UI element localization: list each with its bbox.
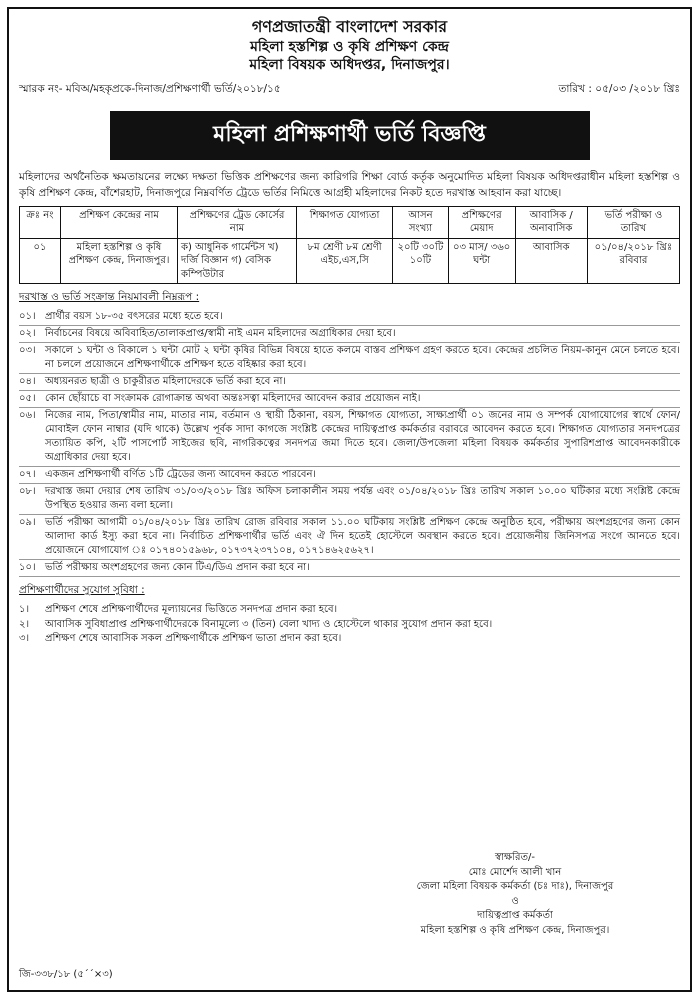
cell-center: মহিলা হস্তশিল্প ও কৃষি প্রশিক্ষণ কেন্দ্র, দিনাজপুর। xyxy=(61,238,178,284)
cell-sl: ০১ xyxy=(20,238,61,284)
header xyxy=(19,17,680,74)
col-header-trade: প্রশিক্ষণের ট্রেড কোর্সের নাম xyxy=(178,206,297,238)
rule-text: সকালে ১ ঘন্টা ও বিকালে ১ ঘন্টা মোট ২ ঘন্টা কৃষির বিভিন্ন বিষয়ে হাতে কলমে বাস্তব প্রশিক্ষণ গ্রহণ করতে হবে। কেন্দ্রের প্রচলিত নিয়ম-কানুন মেনে চলতে হবে। না চললে প্রয়োজনে প্রশিক্ষণার্থীকে প্রশিক্ষণ হতে বহিষ্কার করা হবে। xyxy=(45,345,680,371)
benefit-number: ৩। xyxy=(19,633,30,645)
rule-number: ০৪। xyxy=(19,376,36,388)
rule-text: ভর্তি পরীক্ষা আগামী ০১/০৪/২০১৮ খ্রিঃ তারিখ রোজ রবিবার সকাল ১১.০০ ঘটিকায় সংশ্লিষ্ট প্রশিক্ষণ কেন্দ্রে অনুষ্ঠিত হবে, পরীক্ষায় অংশগ্রহণের জন্য কোন আলাদা কার্ড ইস্যু করা হবে না। নির্বাচিত প্রশিক্ষণার্থীর ভর্তি এবং ঐ দিন হতেই হোস্টেলে অবস্থান করতে হবে। প্রয়োজনীয় জিনিসপত্র সংগে আনতে হবে। প্রয়োজনে যোগাযোগ ঃ ০১৭৪০১৫৯৬৮, ০১৭৩৭২৩৭১০৪, ০১৭১৪৬২৫৬২৭। xyxy=(45,517,680,557)
rule-text: ভর্তি পরীক্ষায় অংশগ্রহণের জন্য কোন টিএ/ডিএ প্রদান করা হবে না। xyxy=(45,562,310,574)
benefit-text: আবাসিক সুবিধাপ্রাপ্ত প্রশিক্ষণার্থীদেরকে বিনামূল্যে ৩ (তিন) বেলা খাদ্য ও হোস্টেলে থাকার সুযোগ প্রদান করা হবে। xyxy=(45,618,493,630)
col-header-sl: ক্রঃ নং xyxy=(20,206,61,238)
rule-number: ০৭। xyxy=(19,469,36,481)
benefits-title: প্রশিক্ষণার্থীদের সুযোগ সুবিধা : xyxy=(19,584,145,597)
rule-text: একজন প্রশিক্ষণার্থী বর্ণিত ১টি ট্রেডের জন্য আবেদন করতে পারবেন। xyxy=(45,469,317,481)
cell-seats: ২০টি ৩০টি ১০টি xyxy=(393,238,449,284)
signatory-designation: জেলা মহিলা বিষয়ক কর্মকর্তা (চঃ দাঃ), দিনাজপুর xyxy=(416,881,614,892)
list-item xyxy=(19,603,680,618)
list-item xyxy=(19,309,680,326)
rule-number: ০২। xyxy=(19,328,36,340)
header-line-3: মহিলা বিষয়ক অধিদপ্তর, দিনাজপুর। xyxy=(249,56,450,73)
rule-number: ০৬। xyxy=(19,410,36,422)
list-item xyxy=(19,484,680,515)
list-item xyxy=(19,560,680,577)
list-item xyxy=(19,391,680,408)
list-item xyxy=(19,515,680,560)
course-table xyxy=(19,206,680,285)
rule-number: ০১। xyxy=(19,311,36,323)
rule-text: কোন ছোঁয়াচে বা সংক্রামক রোগাক্রান্ত অথবা অন্তঃসত্বা মহিলাদের আবেদন করার প্রয়োজন নাই। xyxy=(45,393,421,405)
list-item xyxy=(19,326,680,343)
notice-page xyxy=(7,7,692,992)
memo-number: স্মারক নং- মবিঅ/মহকৃপ্রকে-দিনাজ/প্রশিক্ষণার্থী ভর্তি/২০১৮/১৫ xyxy=(19,83,281,96)
cell-exam: ০১/০৪/২০১৮ খ্রিঃ রবিবার xyxy=(587,238,679,284)
signatory-name: মোঃ মোর্শেদ আলী খান xyxy=(468,866,562,878)
signatory-title-2: দায়িত্বপ্রাপ্ত কর্মকর্তা xyxy=(477,910,553,921)
signatory-office-2: মহিলা হস্তশিল্প ও কৃষি প্রশিক্ষণ কেন্দ্র, দিনাজপুর। xyxy=(420,924,610,936)
rules-title: দরখাস্ত ও ভর্তি সংক্রান্ত নিয়মাবলী নিম্নরূপ : xyxy=(19,291,200,304)
benefit-number: ১। xyxy=(19,604,30,616)
cell-duration: ০৩ মাস/ ৩৬০ ঘন্টা xyxy=(448,238,515,284)
rule-number: ০৮। xyxy=(19,486,36,498)
benefit-text: প্রশিক্ষণ শেষে আবাসিক সকল প্রশিক্ষণার্থীকে প্রশিক্ষণ ভাতা প্রদান করা হবে। xyxy=(45,633,342,645)
cell-residential: আবাসিক xyxy=(515,238,587,284)
list-item xyxy=(19,374,680,391)
benefit-number: ২। xyxy=(19,618,30,630)
rule-text: প্রার্থীর বয়স ১৮-৩৫ বৎসরের মধ্যে হতে হবে। xyxy=(45,311,223,323)
benefits-list xyxy=(19,603,680,647)
col-header-residential: আবাসিক /অনাবাসিক xyxy=(515,206,587,238)
header-line-2: মহিলা হস্তশিল্প ও কৃষি প্রশিক্ষণ কেন্দ্র xyxy=(250,38,449,55)
rule-text: নির্বাচনের বিষয়ে অবিবাহিত/তালাকপ্রাপ্ত/স্বামী নাই এমন মহিলাদের অগ্রাধিকার দেয়া হবে। xyxy=(45,328,396,340)
rule-number: ০৩। xyxy=(19,345,36,357)
signature-and: ও xyxy=(511,895,519,907)
rule-text: অধ্যয়নরত ছাত্রী ও চাকুরীরত মহিলাদেরকে ভর্তি করা হবে না। xyxy=(45,376,286,388)
list-item xyxy=(19,408,680,467)
table-header-row xyxy=(20,206,680,238)
signed-label: স্বাক্ষরিত/- xyxy=(495,852,535,863)
col-header-exam: ভর্তি পরীক্ষা ও তারিখ xyxy=(587,206,679,238)
rule-number: ০৯। xyxy=(19,517,36,529)
list-item xyxy=(19,467,680,484)
rule-text: নিজের নাম, পিতা/স্বামীর নাম, মাতার নাম, বর্তমান ও স্থায়ী ঠিকানা, বয়স, শিক্ষাগত যোগ্যতা, সাক্ষ্যপ্রার্থী ০১ জনের নাম ও সম্পর্ক যোগাযোগের স্বার্থে ফোন/মোবাইল ফোন নাম্বার (যদি থাকে) উল্লেখ পূর্বক সাদা কাগজে সংশ্লিষ্ট কেন্দ্রের দায়িত্বপ্রাপ্ত কর্মকর্তার বরাবরে আবেদন করতে হবে। শিক্ষাগত যোগ্যতার সনদপত্রের সত্যায়িত কপি, ২টি পাসপোর্ট সাইজের ছবি, নাগরিকত্বের সনদপত্র জমা দিতে হবে। জেলা/উপজেলা মহিলা বিষয়ক কর্মকর্তার সুপারিশপ্রাপ্ত আবেদনকারীকে অগ্রাধিকার দেয়া হবে। xyxy=(45,410,680,464)
col-header-duration: প্রশিক্ষণের মেয়াদ xyxy=(448,206,515,238)
list-item xyxy=(19,618,680,633)
col-header-center: প্রশিক্ষণ কেন্দ্রের নাম xyxy=(61,206,178,238)
notice-date: তারিখ : ০৫/০৩ /২০১৮ খ্রিঃ xyxy=(558,83,680,96)
rules-list xyxy=(19,309,680,577)
cell-trades: ক) আধুনিক গার্মেন্টস খ) দর্জি বিজ্ঞান গ) বেসিক কম্পিউটার xyxy=(178,238,297,284)
footer-code: জি-৩৩৮/১৮ (৫´´×৩) xyxy=(19,969,113,980)
list-item xyxy=(19,343,680,374)
rule-number: ১০। xyxy=(19,562,36,574)
table-row xyxy=(20,238,680,284)
col-header-education: শিক্ষাগত যোগ্যতা xyxy=(297,206,393,238)
rule-number: ০৫। xyxy=(19,393,36,405)
cell-education: ৮ম শ্রেণী ৮ম শ্রেণী এইচ,এস,সি xyxy=(297,238,393,284)
rule-text: দরখাস্ত জমা দেয়ার শেষ তারিখ ৩১/০৩/২০১৮ খ্রিঃ অফিস চলাকালীন সময় পর্যন্ত এবং ০১/০৪/২০১৮ খ্রিঃ তারিখ সকাল ১০.০০ ঘটিকার মধ্যে সংশ্লিষ্ট কেন্দ্রে উপস্থিত হওয়ার জন্য বলা হলো। xyxy=(45,486,680,512)
col-header-seats: আসন সংখ্যা xyxy=(393,206,449,238)
list-item xyxy=(19,632,680,647)
header-line-1: গণপ্রজাতন্ত্রী বাংলাদেশ সরকার xyxy=(251,17,448,36)
benefit-text: প্রশিক্ষণ শেষে প্রশিক্ষণার্থীদের মূল্যায়নের ভিত্তিতে সনদপত্র প্রদান করা হবে। xyxy=(45,604,338,616)
reference-line xyxy=(19,82,680,99)
intro-paragraph: মহিলাদের অর্থনৈতিক ক্ষমতায়নের লক্ষ্যে দক্ষতা ভিত্তিক প্রশিক্ষণের জন্য কারিগরি শিক্ষা বোর্ড কর্তৃক অনুমোদিত মহিলা বিষয়ক অধিদপ্তরাধীন মহিলা হস্তশিল্প ও কৃষি প্রশিক্ষণ কেন্দ্র, বাঁশেরহাট, দিনাজপুরে নিম্নবর্ণিত ট্রেডে ভর্তির নিমিত্তে আগ্রহী মহিলাদের নিকট হতে দরখাস্ত আহবান করা যাচ্ছে। xyxy=(19,171,680,199)
signature-block xyxy=(370,851,660,938)
notice-title-banner: মহিলা প্রশিক্ষণার্থী ভর্তি বিজ্ঞপ্তি xyxy=(110,111,590,160)
